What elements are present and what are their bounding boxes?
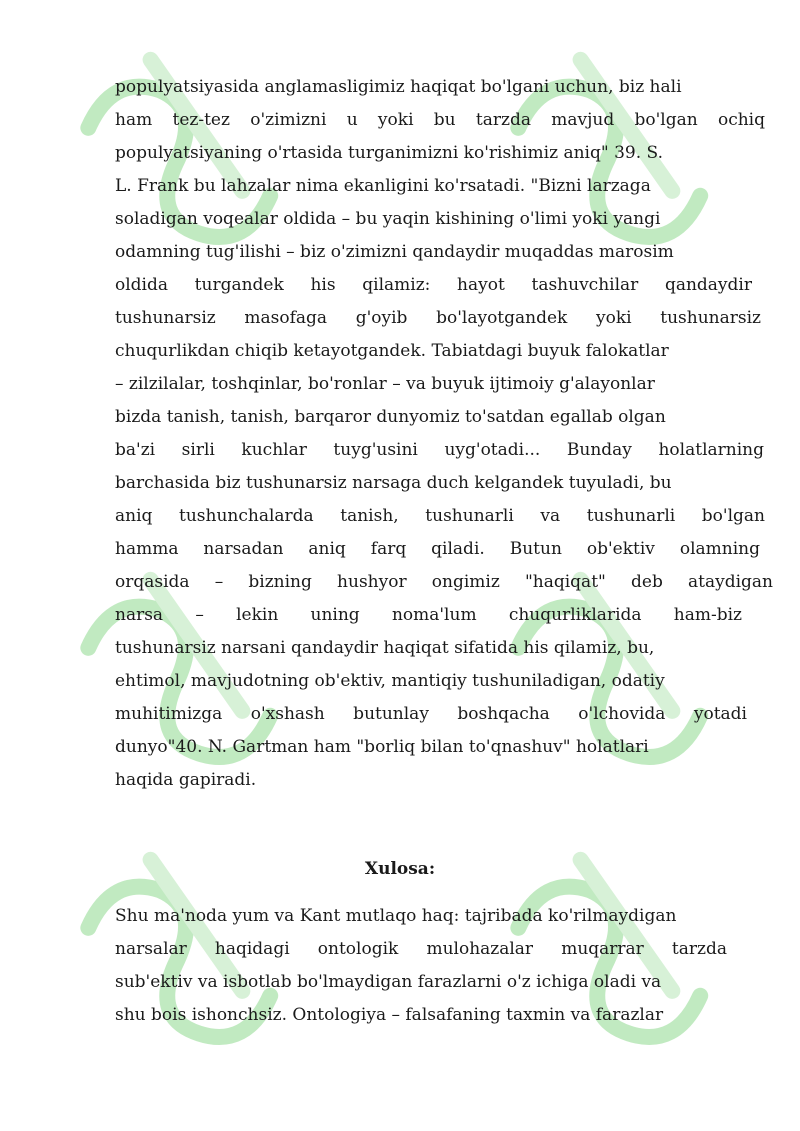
text-line: odamning tug'ilishi – biz o'zimizni qandaydir muqaddas marosim bbox=[115, 242, 674, 262]
text-line: tushunarsiz masofaga g'oyib bo'layotgandek yoki tushunarsiz bbox=[115, 308, 761, 328]
text-line: Shu ma'noda yum va Kant mutlaqo haq: tajribada ko'rilmaydigan bbox=[115, 906, 677, 926]
text-line: muhitimizga o'xshash butunlay boshqacha o'lchovida yotadi bbox=[115, 704, 747, 724]
text-line: sub'ektiv va isbotlab bo'lmaydigan farazlarni o'z ichiga oladi va bbox=[115, 972, 662, 992]
section-heading: Xulosa: bbox=[364, 859, 436, 879]
text-line: L. Frank bu lahzalar nima ekanligini ko'rsatadi. "Bizni larzaga bbox=[115, 176, 651, 196]
text-line: narsalar haqidagi ontologik mulohazalar muqarrar tarzda bbox=[115, 939, 727, 959]
text-line: barchasida biz tushunarsiz narsaga duch kelgandek tuyuladi, bu bbox=[115, 473, 672, 493]
text-line: soladigan voqealar oldida – bu yaqin kishining o'limi yoki yangi bbox=[115, 209, 661, 229]
text-line: ba'zi sirli kuchlar tuyg'usini uyg'otadi... Bunday holatlarning bbox=[115, 440, 764, 460]
text-line: chuqurlikdan chiqib ketayotgandek. Tabiatdagi buyuk falokatlar bbox=[115, 341, 669, 361]
text-line: – zilzilalar, toshqinlar, bo'ronlar – va buyuk ijtimoiy g'alayonlar bbox=[115, 374, 655, 394]
text-line: aniq tushunchalarda tanish, tushunarli va tushunarli bo'lgan bbox=[115, 506, 765, 526]
text-line: oldida turgandek his qilamiz: hayot tashuvchilar qandaydir bbox=[115, 275, 752, 295]
text-line: narsa – lekin uning noma'lum chuqurliklarida ham-biz bbox=[115, 605, 742, 625]
text-line: tushunarsiz narsani qandaydir haqiqat sifatida his qilamiz, bu, bbox=[115, 638, 655, 658]
text-line: shu bois ishonchsiz. Ontologiya – falsafaning taxmin va farazlar bbox=[115, 1005, 664, 1025]
text-line: hamma narsadan aniq farq qiladi. Butun ob'ektiv olamning bbox=[115, 539, 760, 559]
text-line: haqida gapiradi. bbox=[115, 770, 257, 790]
text-line: populyatsiyaning o'rtasida turganimizni ko'rishimiz aniq" 39. S. bbox=[115, 143, 663, 163]
text-line: ehtimol, mavjudotning ob'ektiv, mantiqiy tushuniladigan, odatiy bbox=[115, 671, 665, 691]
text-line: orqasida – bizning hushyor ongimiz "haqiqat" deb ataydigan bbox=[115, 572, 773, 592]
text-line: dunyo"40. N. Gartman ham "borliq bilan to'qnashuv" holatlari bbox=[115, 737, 649, 757]
text-line: populyatsiyasida anglamasligimiz haqiqat bo'lgani uchun, biz hali bbox=[115, 77, 682, 97]
text-line: ham tez-tez o'zimizni u yoki bu tarzda mavjud bo'lgan ochiq bbox=[115, 110, 765, 130]
text-line: bizda tanish, tanish, barqaror dunyomiz to'satdan egallab olgan bbox=[115, 407, 666, 427]
